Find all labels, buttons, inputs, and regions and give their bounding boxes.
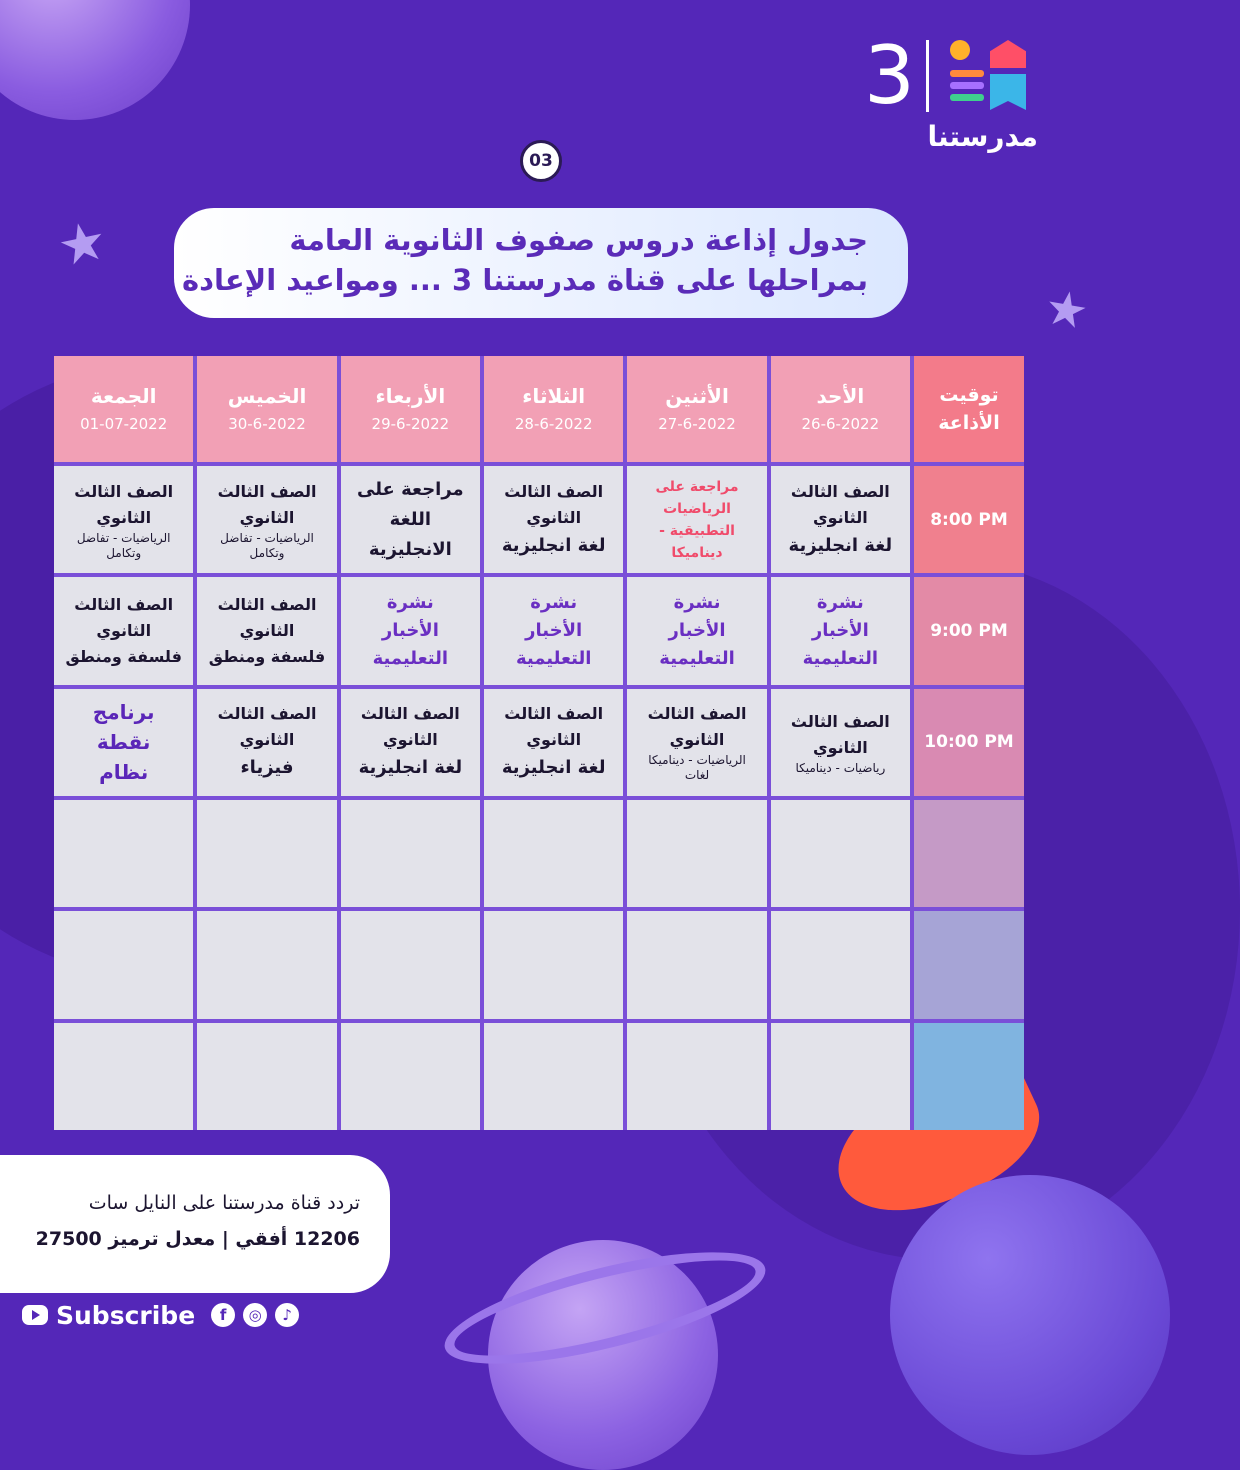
program-line: فلسفة ومنطق xyxy=(65,646,182,666)
program-cell xyxy=(341,1023,480,1130)
time-slot xyxy=(914,1023,1024,1130)
program-line: نظام xyxy=(99,760,149,785)
time-column-header xyxy=(914,356,1024,462)
program-line: الثانوي xyxy=(526,507,582,527)
program-cell xyxy=(627,689,766,796)
program-cell xyxy=(484,800,623,907)
program-cell xyxy=(484,911,623,1018)
program-cell xyxy=(627,911,766,1018)
program-line: مراجعة على xyxy=(655,478,739,495)
program-line: التعليمية xyxy=(372,647,449,669)
program-cell xyxy=(54,1023,193,1130)
program-cell xyxy=(197,689,336,796)
tiktok-icon[interactable]: ♪ xyxy=(275,1303,299,1327)
program-cell xyxy=(484,1023,623,1130)
time-slot-label: 9:00 PM xyxy=(930,620,1008,641)
program-line: الأخبار xyxy=(381,619,439,641)
program-cell xyxy=(771,689,910,796)
program-cell xyxy=(54,689,193,796)
program-line: نشرة xyxy=(386,591,434,613)
day-header xyxy=(341,356,480,462)
day-name: الأثنين xyxy=(665,384,729,408)
program-line: لغة انجليزية xyxy=(358,757,463,779)
program-cell xyxy=(341,911,480,1018)
page-number-badge: 03 xyxy=(520,140,562,182)
program-line: الأخبار xyxy=(668,619,726,641)
program-cell xyxy=(54,577,193,684)
program-cell xyxy=(197,800,336,907)
social-bar xyxy=(22,1298,299,1332)
program-line: الأخبار xyxy=(525,619,583,641)
schedule-grid xyxy=(54,356,1024,1130)
day-name: الجمعة xyxy=(90,384,157,408)
day-name: الخميس xyxy=(227,384,307,408)
program-cell xyxy=(627,800,766,907)
frequency-line-1: تردد قناة مدرستنا على النايل سات xyxy=(88,1192,360,1214)
program-cell xyxy=(341,577,480,684)
program-line: الثانوي xyxy=(239,620,295,640)
time-header-text: توقيت xyxy=(939,384,999,406)
program-line: الصف الثالث xyxy=(217,594,317,614)
program-line: ديناميكا xyxy=(671,544,723,561)
program-line: الصف الثالث xyxy=(217,481,317,501)
title-banner xyxy=(174,208,908,318)
program-cell xyxy=(627,1023,766,1130)
day-date: 29-6-2022 xyxy=(371,415,450,433)
program-cell xyxy=(771,1023,910,1130)
program-line: التعليمية xyxy=(515,647,592,669)
program-cell xyxy=(484,466,623,573)
program-cell xyxy=(341,689,480,796)
star-icon: ★ xyxy=(51,207,113,280)
program-cell xyxy=(197,1023,336,1130)
day-date: 28-6-2022 xyxy=(514,415,593,433)
program-line: الرياضيات - ديناميكا xyxy=(648,753,746,768)
program-line: اللغة xyxy=(389,508,432,530)
program-line: برنامج xyxy=(92,700,155,725)
logo-name: مدرستنا xyxy=(927,120,1038,153)
day-header xyxy=(484,356,623,462)
program-cell xyxy=(54,800,193,907)
program-cell xyxy=(484,689,623,796)
program-line: نشرة xyxy=(530,591,578,613)
frequency-line-2: 12206 أفقي | معدل ترميز 27500 xyxy=(35,1228,360,1250)
day-name: الثلاثاء xyxy=(522,384,586,408)
program-line: رياضيات - ديناميكا xyxy=(795,760,886,775)
time-slot xyxy=(914,689,1024,796)
program-line: الصف الثالث xyxy=(217,704,317,724)
program-line: الصف الثالث xyxy=(74,481,174,501)
program-line: الثانوي xyxy=(382,730,438,750)
title-line-1: جدول إذاعة دروس صفوف الثانوية العامة xyxy=(289,223,868,257)
program-cell xyxy=(627,466,766,573)
program-line: التطبيقية - xyxy=(659,522,735,539)
time-slot xyxy=(914,911,1024,1018)
program-line: الرياضيات xyxy=(663,500,731,517)
program-cell xyxy=(484,577,623,684)
program-line: نقطة xyxy=(96,730,151,755)
logo-mark-icon xyxy=(950,40,1030,116)
program-line: الصف الثالث xyxy=(504,481,604,501)
program-line: الصف الثالث xyxy=(790,711,890,731)
program-line: وتكامل xyxy=(106,545,142,560)
time-slot-label: 10:00 PM xyxy=(924,732,1014,753)
subscribe-label[interactable]: Subscribe xyxy=(56,1300,196,1330)
program-cell xyxy=(54,466,193,573)
program-cell xyxy=(627,577,766,684)
day-name: الأربعاء xyxy=(375,384,446,408)
day-header xyxy=(771,356,910,462)
program-line: الصف الثالث xyxy=(647,704,747,724)
day-header xyxy=(54,356,193,462)
frequency-box xyxy=(0,1155,390,1293)
program-cell xyxy=(197,911,336,1018)
youtube-icon[interactable] xyxy=(22,1305,48,1325)
program-line: الأخبار xyxy=(811,619,869,641)
star-icon: ★ xyxy=(1040,278,1093,342)
title-line-2: بمراحلها على قناة مدرستنا 3 ... ومواعيد الإعادة xyxy=(181,263,868,297)
program-line: لغة انجليزية xyxy=(501,757,606,779)
program-line: الانجليزية xyxy=(368,538,452,560)
time-slot xyxy=(914,466,1024,573)
program-cell xyxy=(771,466,910,573)
day-name: الأحد xyxy=(816,384,865,408)
program-line: الثانوي xyxy=(239,507,295,527)
program-line: الرياضيات - تفاضل xyxy=(220,530,314,545)
program-cell xyxy=(54,911,193,1018)
program-line: الثانوي xyxy=(96,620,152,640)
day-header xyxy=(627,356,766,462)
program-cell xyxy=(197,577,336,684)
program-line: الثانوي xyxy=(526,730,582,750)
program-cell xyxy=(341,466,480,573)
program-line: الثانوي xyxy=(669,730,725,750)
program-cell xyxy=(341,800,480,907)
time-slot-label: 8:00 PM xyxy=(930,509,1008,530)
program-line: فيزياء xyxy=(240,757,294,779)
program-line: الصف الثالث xyxy=(360,704,460,724)
program-line: لغة انجليزية xyxy=(788,534,893,556)
time-header-text: الأذاعة xyxy=(938,412,1000,434)
program-line: لغة انجليزية xyxy=(501,534,606,556)
program-line: نشرة xyxy=(816,591,864,613)
program-cell xyxy=(771,911,910,1018)
facebook-icon[interactable]: f xyxy=(211,1303,235,1327)
planet-illustration xyxy=(890,1175,1170,1455)
day-date: 27-6-2022 xyxy=(658,415,736,433)
program-line: الرياضيات - تفاضل xyxy=(76,530,171,545)
program-line: نشرة xyxy=(673,591,721,613)
program-cell xyxy=(197,466,336,573)
program-line: الصف الثالث xyxy=(504,704,604,724)
program-line: وتكامل xyxy=(249,545,285,560)
day-date: 30-6-2022 xyxy=(228,415,306,433)
day-date: 26-6-2022 xyxy=(801,415,880,433)
program-cell xyxy=(771,800,910,907)
program-line: التعليمية xyxy=(659,647,735,669)
program-line: التعليمية xyxy=(802,647,879,669)
channel-logo xyxy=(864,29,1040,153)
program-line: الثانوي xyxy=(96,507,152,527)
program-line: مراجعة على xyxy=(357,478,464,500)
schedule-table xyxy=(54,356,1024,1130)
program-line: الثانوي xyxy=(239,730,295,750)
day-date: 01-07-2022 xyxy=(80,415,168,433)
time-slot xyxy=(914,800,1024,907)
time-slot xyxy=(914,577,1024,684)
program-line: الصف الثالث xyxy=(790,481,890,501)
logo-number: 3 xyxy=(864,29,915,122)
program-line: الثانوي xyxy=(812,737,868,757)
logo-divider xyxy=(926,40,929,112)
program-line: لغات xyxy=(684,768,710,783)
program-cell xyxy=(771,577,910,684)
program-line: الصف الثالث xyxy=(74,594,174,614)
program-line: فلسفة ومنطق xyxy=(208,646,326,666)
day-header xyxy=(197,356,336,462)
planet-illustration xyxy=(0,0,190,120)
instagram-icon[interactable]: ◎ xyxy=(243,1303,267,1327)
program-line: الثانوي xyxy=(812,507,868,527)
